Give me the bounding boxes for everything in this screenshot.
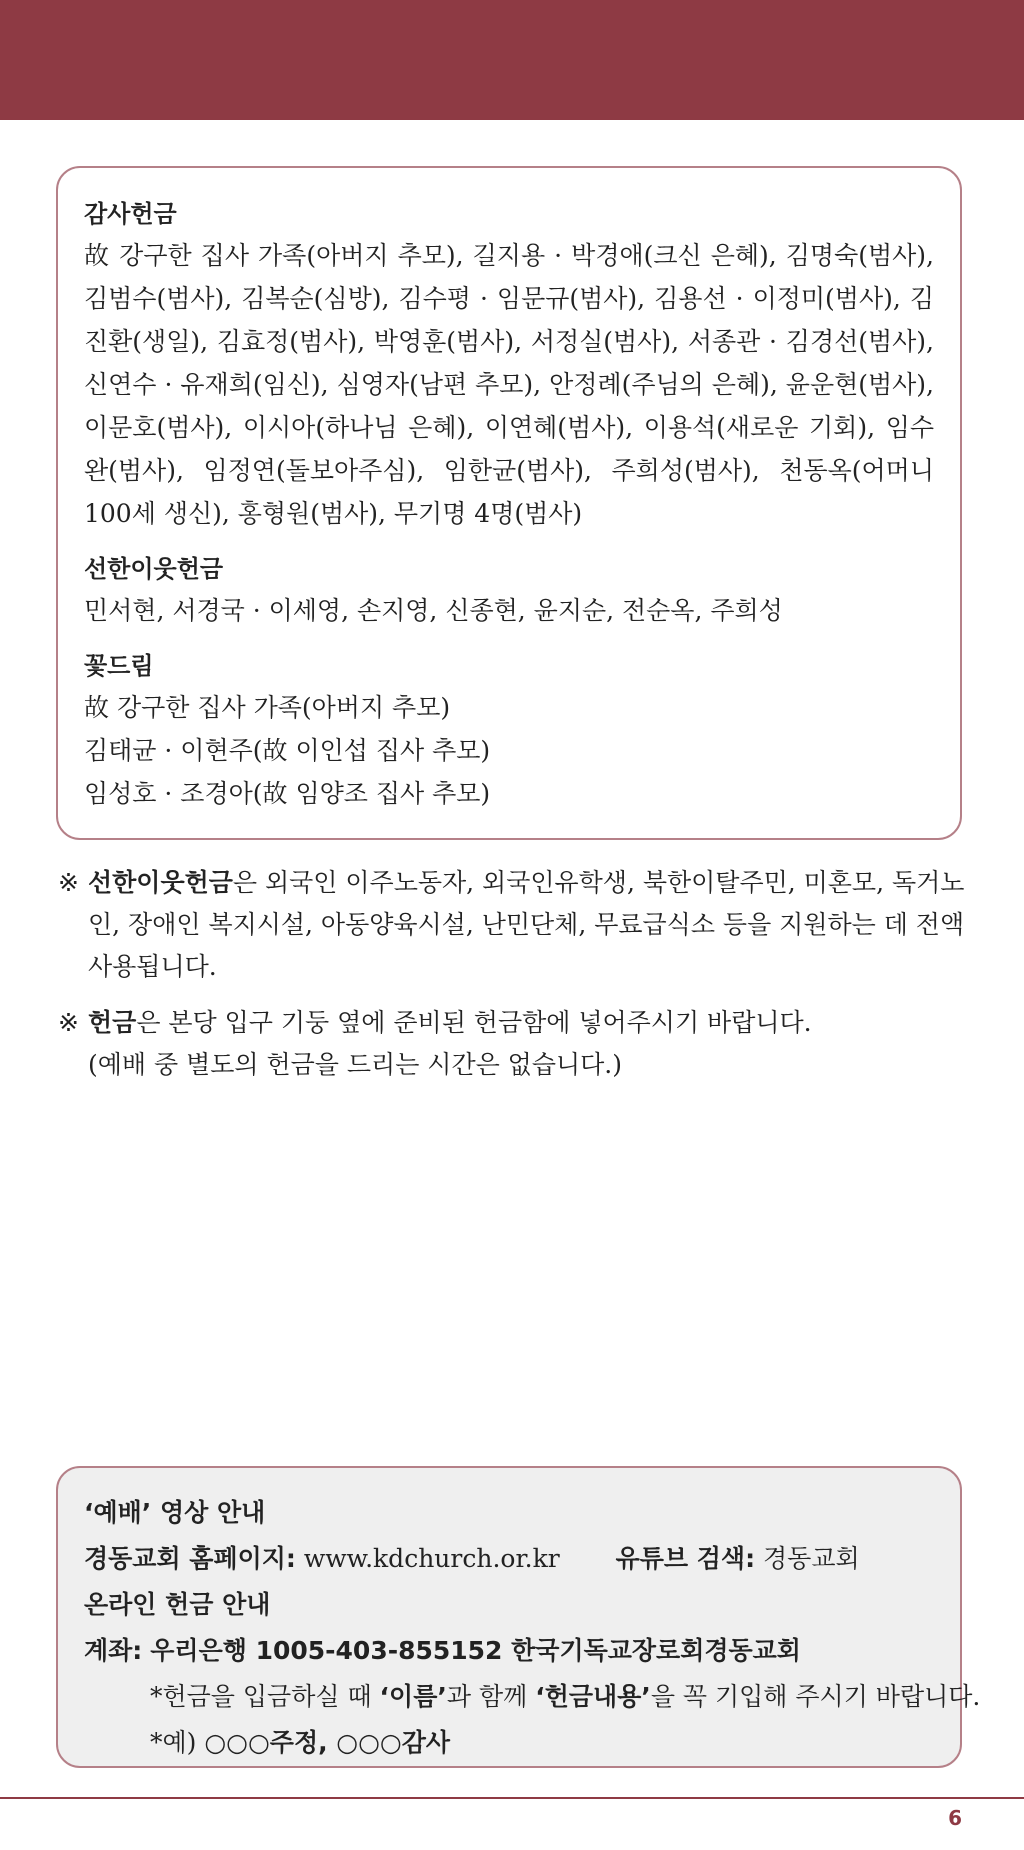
example-text: ○○○주정, ○○○감사 <box>204 1728 451 1757</box>
video-info-title: ‘예배’ 영상 안내 <box>84 1498 266 1527</box>
notes-section <box>58 862 978 1100</box>
note-subtext: (예배 중 별도의 헌금을 드리는 시간은 없습니다.) <box>88 1050 622 1079</box>
thanks-offering-names: 故 강구한 집사 가족(아버지 추모), 길지용 · 박경애(크신 은혜), 김명숙(범사), 김범수(범사), 김복순(심방), 김수평 · 임문규(범사), 김용선 · 이정미(범사), 김진환(생일), 김효정(범사), 박영훈(범사), 서정실(범사), 서종관 · 김경선(범사), 신연수 · 유재희(임신), 심영자(남편 추모), 안정례(주님의 은혜), 윤운현(범사), 이문호(범사), 이시아(하나님 은혜), 이연혜(범사), 이용석(새로운 기회), 임수완(범사), 임정연(돌보아주심), 임한균(범사), 주희성(범사), 천동옥(어머니 100세 생신), 홍형원(범사), 무기명 4명(범사) <box>84 241 934 528</box>
deposit-notice <box>84 1674 981 1720</box>
online-offering-title: 온라인 헌금 안내 <box>84 1590 271 1619</box>
homepage-url[interactable]: www.kdchurch.or.kr <box>303 1544 560 1573</box>
offering-list-box <box>56 166 962 840</box>
deposit-notice-text: 을 꼭 기입해 주시기 바랍니다. <box>650 1682 981 1711</box>
flower-offering-line: 김태균 · 이현주(故 이인섭 집사 추모) <box>84 736 491 765</box>
video-info-row <box>84 1536 934 1582</box>
reference-mark-icon: ※ <box>58 868 79 897</box>
note-text: 은 본당 입구 기둥 옆에 준비된 헌금함에 넣어주시기 바랍니다. <box>136 1008 812 1037</box>
account-label: 계좌: <box>84 1636 143 1665</box>
homepage-label: 경동교회 홈페이지: <box>84 1544 296 1573</box>
reference-mark-icon: ※ <box>58 1008 79 1037</box>
example-prefix: *예) <box>150 1728 205 1757</box>
flower-offering-line: 임성호 · 조경아(故 임양조 집사 추모) <box>84 779 491 808</box>
deposit-example <box>84 1720 934 1766</box>
flower-offering-list <box>84 686 934 815</box>
note-text: 은 외국인 이주노동자, 외국인유학생, 북한이탈주민, 미혼모, 독거노인, 장애인 복지시설, 아동양육시설, 난민단체, 무료급식소 등을 지원하는 데 전액 사용됩니다. <box>88 868 965 981</box>
deposit-notice-text: 과 함께 <box>446 1682 536 1711</box>
neighbor-offering-names: 민서현, 서경국 · 이세영, 손지영, 신종현, 윤지순, 전순옥, 주희성 <box>84 596 783 625</box>
neighbor-offering-title: 선한이웃헌금 <box>84 555 224 583</box>
account-row <box>84 1628 934 1674</box>
header-bar <box>0 0 1024 120</box>
deposit-notice-content: ‘헌금내용’ <box>535 1682 651 1711</box>
flower-offering-line: 故 강구한 집사 가족(아버지 추모) <box>84 693 451 722</box>
note-keyword: 선한이웃헌금 <box>88 868 233 897</box>
note-neighbor-offering <box>58 862 978 988</box>
info-box <box>56 1466 981 1768</box>
account-value: 우리은행 1005-403-855152 한국기독교장로회경동교회 <box>150 1636 801 1665</box>
note-keyword: 헌금 <box>88 1008 137 1037</box>
flower-offering-title: 꽃드림 <box>84 652 154 680</box>
page-number: 6 <box>948 1806 962 1830</box>
youtube-label: 유튜브 검색: <box>615 1544 756 1573</box>
deposit-notice-name: ‘이름’ <box>379 1682 447 1711</box>
thanks-offering-title: 감사헌금 <box>84 200 177 228</box>
youtube-search-term: 경동교회 <box>763 1544 860 1573</box>
note-offering-box <box>58 1002 978 1086</box>
deposit-notice-text: *헌금을 입금하실 때 <box>150 1682 380 1711</box>
footer-divider <box>0 1797 1024 1799</box>
